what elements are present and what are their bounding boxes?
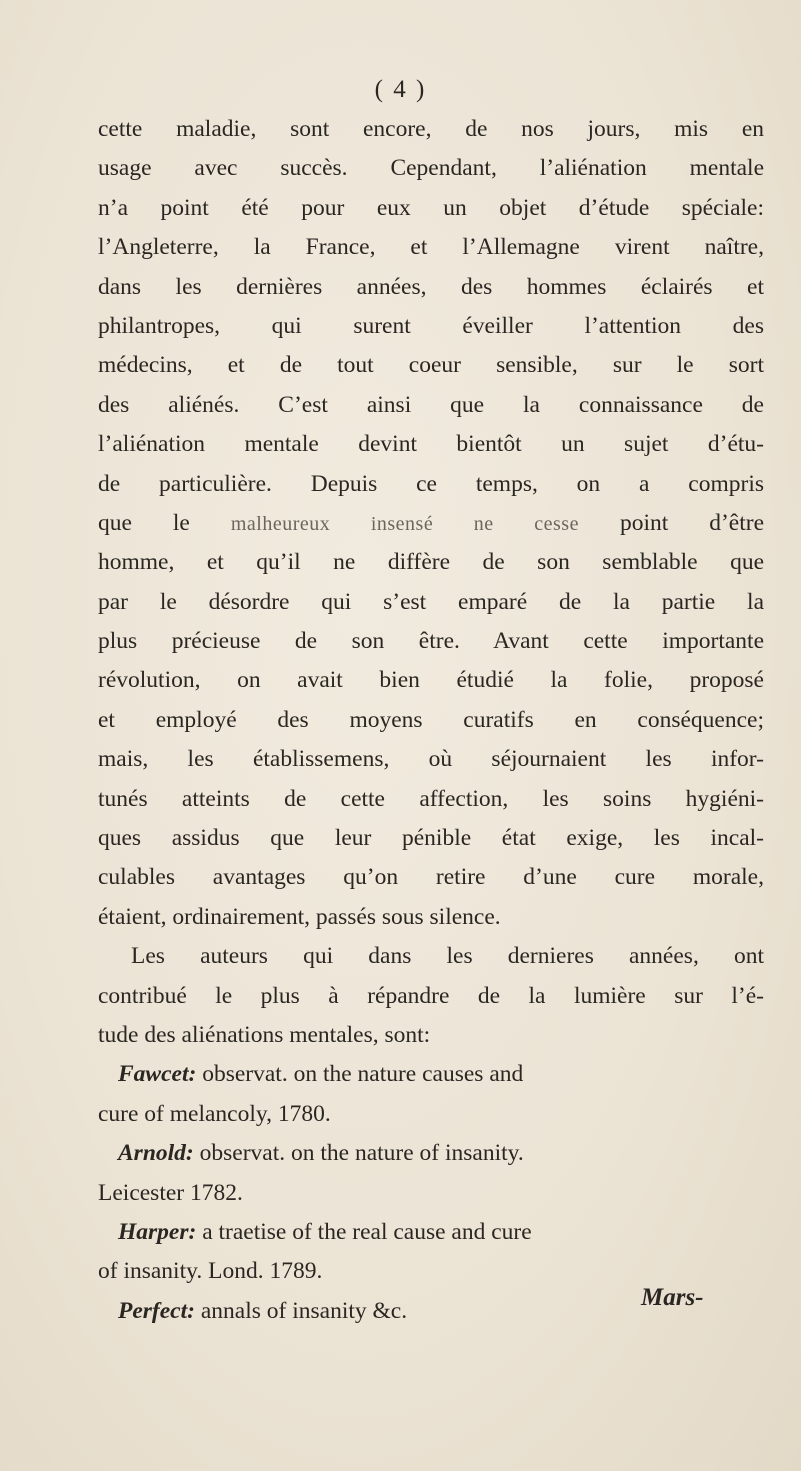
reference-line (98, 1213, 764, 1252)
reference-author: Fawcet: (118, 1061, 197, 1088)
text-line: l’aliénation mentale devint bientôt un sujet d’étu- (98, 431, 764, 458)
reference-author: Arnold: (118, 1140, 194, 1167)
text-line: médecins, et de tout coeur sensible, sur le sort (98, 352, 764, 379)
reference-text: annals of insanity &c. (200, 1297, 408, 1324)
text-line: et employé des moyens curatifs en conséquence; (98, 706, 764, 733)
reference-line (98, 1134, 764, 1173)
text-line: Les auteurs qui dans les dernieres années, ont (131, 943, 764, 970)
reference-author: Harper: (118, 1218, 197, 1245)
text-line: par le désordre qui s’est emparé de la partie la (98, 588, 764, 615)
text-line: philantropes, qui surent éveiller l’attention des (98, 312, 764, 339)
text-line: contribué le plus à répandre de la lumière sur l’é- (98, 982, 764, 1009)
text-line: ques assidus que leur pénible état exige, les incal- (98, 825, 764, 852)
text-line: culables avantages qu’on retire d’une cure morale, (98, 864, 764, 891)
reference-text: cure of melancoly, 1780. (98, 1100, 331, 1127)
text-line: mais, les établissemens, où séjournaient les infor- (98, 746, 764, 773)
reference-text: Leicester 1782. (98, 1179, 243, 1206)
reference-line (98, 1095, 764, 1134)
reference-line (98, 1055, 764, 1094)
text-line: l’Angleterre, la France, et l’Allemagne virent naître, (98, 234, 764, 261)
text-line-faint (98, 504, 764, 543)
text-line: usage avec succès. Cependant, l’aliénation mentale (98, 155, 764, 182)
reference-author: Perfect: (118, 1297, 195, 1324)
text-line: homme, et qu’il ne diffère de son semblable que (98, 549, 764, 576)
reference-text: of insanity. Lond. 1789. (98, 1258, 323, 1285)
text-line: plus précieuse de son être. Avant cette importante (98, 628, 764, 655)
catchword: Mars- (641, 1284, 704, 1311)
text-line: tude des aliénations mentales, sont: (98, 1021, 431, 1048)
faint-line-end: point d’être (619, 509, 764, 536)
text-line: étaient, ordinairement, passés sous silence. (98, 903, 501, 930)
faint-line-start: que le (98, 509, 190, 536)
text-line: des aliénés. C’est ainsi que la connaissance de (98, 391, 764, 418)
reference-line (98, 1174, 764, 1213)
text-line: tunés atteints de cette affection, les soins hygiéni- (98, 785, 764, 812)
body-text (98, 110, 764, 1331)
faint-line-faded-text: malheureux insensé ne cesse (230, 512, 579, 535)
reference-text: observat. on the nature causes and (202, 1061, 524, 1088)
text-line: révolution, on avait bien étudié la folie, proposé (98, 667, 764, 694)
page-number: ( 4 ) (374, 76, 427, 103)
text-line: de particulière. Depuis ce temps, on a compris (98, 470, 764, 497)
reference-text: observat. on the nature of insanity. (199, 1140, 524, 1167)
reference-text: a traetise of the real cause and cure (202, 1218, 532, 1245)
text-line: dans les dernières années, des hommes éclairés et (98, 273, 764, 300)
text-line: cette maladie, sont encore, de nos jours, mis en (98, 116, 764, 142)
text-line: n’a point été pour eux un objet d’étude spéciale: (98, 194, 764, 221)
